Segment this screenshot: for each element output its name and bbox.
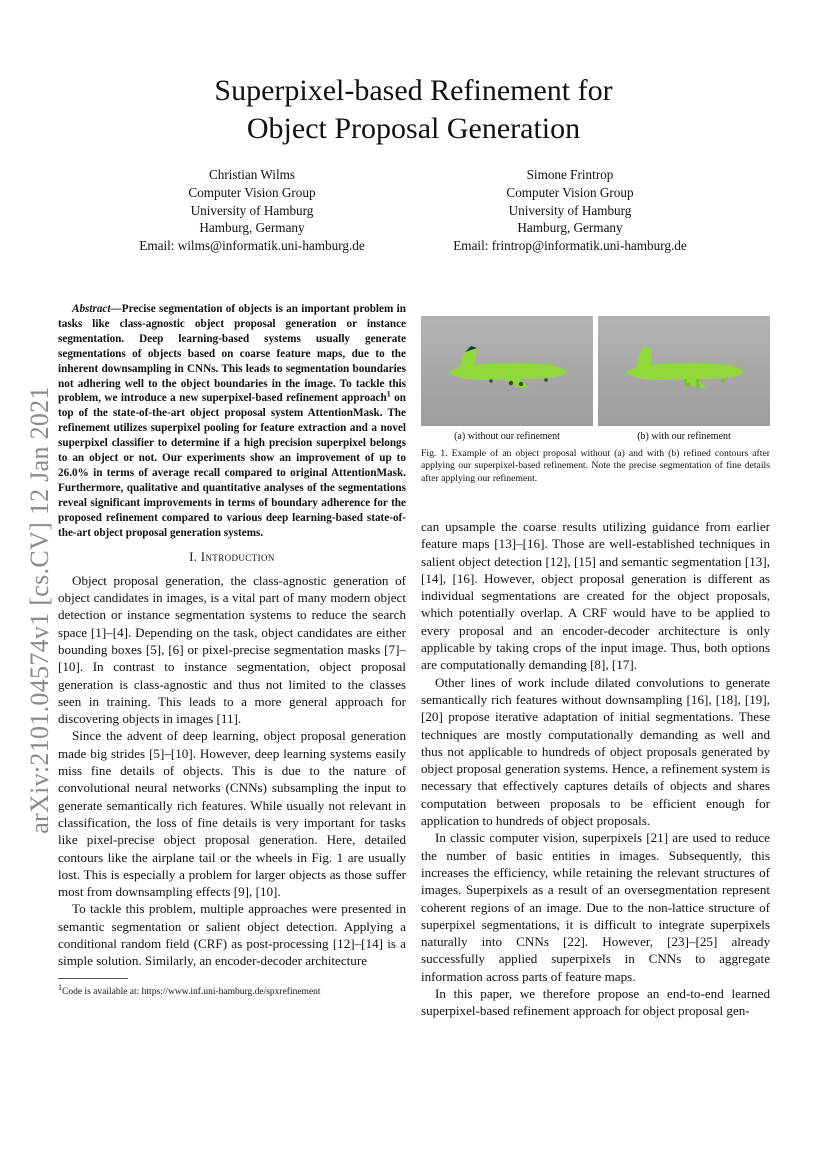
arxiv-identifier: arXiv:2101.04574v1 [cs.CV] 12 Jan 2021	[25, 386, 55, 834]
author-name: Christian Wilms	[208, 167, 296, 182]
intro-paragraph-1: Object proposal generation, the class-agnostic generation of object candidates in images, is a vital part of many modern object detection or instance segmentation systems to reduce the search space [1]–[4]. Depending on the task, object candidates are either bounding boxes [5], [6] or pixel-precise segmentation masks [7]–[10]. In contrast to instance segmentation, object proposal generation is class-agnostic and thus not limited to the classes seen in training. This leads to a more general approach for discovering objects in images [11].	[58, 572, 406, 727]
figure-caption: Fig. 1. Example of an object proposal without (a) and with (b) refined contours after applying our superpixel-based refinement. Note the precise segmentation of fine details after applying our refinement.	[421, 448, 770, 484]
intro-paragraph-2: Since the advent of deep learning, object proposal generation made big strides [5]–[10]. However, deep learning systems easily miss fine details of objects. This is due to the nature of convolutional neural networks (CNNs) subsampling the input to generate semantically rich features. While usually not relevant in classification, the loss of fine details is very important for tasks like pixel-precise object proposal generation. Here, detailed contours like the airplane tail or the wheels in Fig. 1 are usually lost. This is especially a problem for larger objects as those suffer most from downsampling effects [9], [10].	[58, 728, 406, 900]
author-location: Hamburg, Germany	[517, 220, 623, 236]
title-line-2: Object Proposal Generation	[246, 112, 581, 145]
footnote	[58, 982, 406, 998]
author-block-1	[102, 166, 402, 255]
author-email[interactable]: Email: wilms@informatik.uni-hamburg.de	[139, 238, 365, 254]
figure-panel-a	[421, 316, 593, 426]
footnote-divider	[58, 978, 128, 979]
figure-1	[421, 316, 770, 485]
author-block-2	[420, 166, 720, 255]
abstract	[58, 302, 406, 541]
abstract-lead: Abstract	[72, 303, 111, 315]
author-location: Hamburg, Germany	[199, 220, 305, 236]
left-column	[58, 302, 406, 970]
author-university: University of Hamburg	[508, 202, 632, 218]
paper-title	[0, 72, 827, 148]
author-group: Computer Vision Group	[506, 184, 634, 200]
author-email[interactable]: Email: frintrop@informatik.uni-hamburg.de	[453, 238, 687, 254]
figure-panel-b	[598, 316, 770, 426]
right-column	[421, 518, 770, 1020]
subcaption-a: (a) without our refinement	[454, 431, 560, 442]
footnote-mark: 1	[58, 982, 62, 992]
right-paragraph-3: In classic computer vision, superpixels [21] are used to reduce the number of basic entities in images. Subsequently, this increases the efficiency, while retaining the relevant structures of images. Superpixels as a result of an oversegmentation represent coherent regions of an image. Due to the non-lattice structure of superpixel segmentations, it is difficult to integrate superpixels naturally into CNNs [22]. However, [23]–[25] already successfully applied superpixels in CNNs to aggregate information across parts of feature maps.	[421, 830, 770, 984]
author-university: University of Hamburg	[190, 202, 314, 218]
airplane-coarse-mask-icon	[421, 316, 593, 426]
author-name: Simone Frintrop	[526, 167, 614, 182]
figure-images	[421, 316, 770, 426]
section-heading-introduction	[58, 549, 406, 566]
title-line-1: Superpixel-based Refinement for	[214, 74, 613, 107]
intro-paragraph-3: To tackle this problem, multiple approaches were presented in semantic segmentation or salient object detection. Applying a conditional random field (CRF) as post-processing [12]–[14] is a simple solution. Similarly, an encoder-decoder architecture	[58, 901, 406, 969]
section-title: Introduction	[200, 549, 275, 564]
abstract-footnote-mark[interactable]: 1	[386, 389, 391, 399]
right-paragraph-1: can upsample the coarse results utilizing guidance from earlier feature maps [13]–[16]. Those are well-established techniques in salient object detection [12], [15] and semantic segmentation [13], [14], [16]. However, object proposal generation is different as individual segmentations are created for the object proposals, which potentially overlap. A CRF would have to be applied to every proposal and an encoder-decoder architecture is only applicable by taking crops of the input image. Thus, both options are computationally demanding [8], [17].	[421, 519, 770, 673]
footnote-text: Code is available at: https://www.inf.uni-hamburg.de/spxrefinement	[62, 987, 321, 997]
abstract-text-b: on top of the state-of-the-art object proposal system AttentionMask. The refinement utilizes superpixel pooling for feature extraction and a novel superpixel classifier to determine if a high precision superpixel belongs to an object or not. Our experiments show an improvement of up to 26.0% in terms of average recall compared to original AttentionMask. Furthermore, qualitative and quantitative analyses of the segmentations reveal significant improvements in terms of boundary adherence for the proposed refinement compared to various deep learning-based state-of-the-art object proposal generation systems.	[58, 392, 406, 539]
right-paragraph-2: Other lines of work include dilated convolutions to generate semantically rich features without downsampling [16], [18], [19], [20] propose iterative adaptation of initial segmentations. These techniques are mostly computationally demanding as well and thus not applicable to hundreds of object proposals generated by object proposal generation systems. Hence, a refinement system is necessary that effectively captures details of objects and shares computation between proposals to be efficient enough for application to hundreds of object proposals.	[421, 674, 770, 829]
abstract-text-a: —Precise segmentation of objects is an important problem in tasks like class-agnostic object proposal generation or instance segmentation. Deep learning-based systems usually generate segmentations of objects based on coarse feature maps, due to the inherent downsampling in CNNs. This leads to segmentation boundaries not adhering well to the object boundaries in the image. To tackle this problem, we introduce a new superpixel-based refinement approach	[58, 303, 406, 405]
figure-subcaptions	[421, 430, 770, 443]
arxiv-sidebar	[22, 360, 58, 860]
airplane-refined-mask-icon	[598, 316, 770, 426]
author-group: Computer Vision Group	[188, 184, 316, 200]
subcaption-b: (b) with our refinement	[637, 431, 731, 442]
right-paragraph-4: In this paper, we therefore propose an end-to-end learned superpixel-based refinement approach for object proposal gen-	[421, 986, 770, 1019]
section-number: I.	[189, 549, 201, 564]
